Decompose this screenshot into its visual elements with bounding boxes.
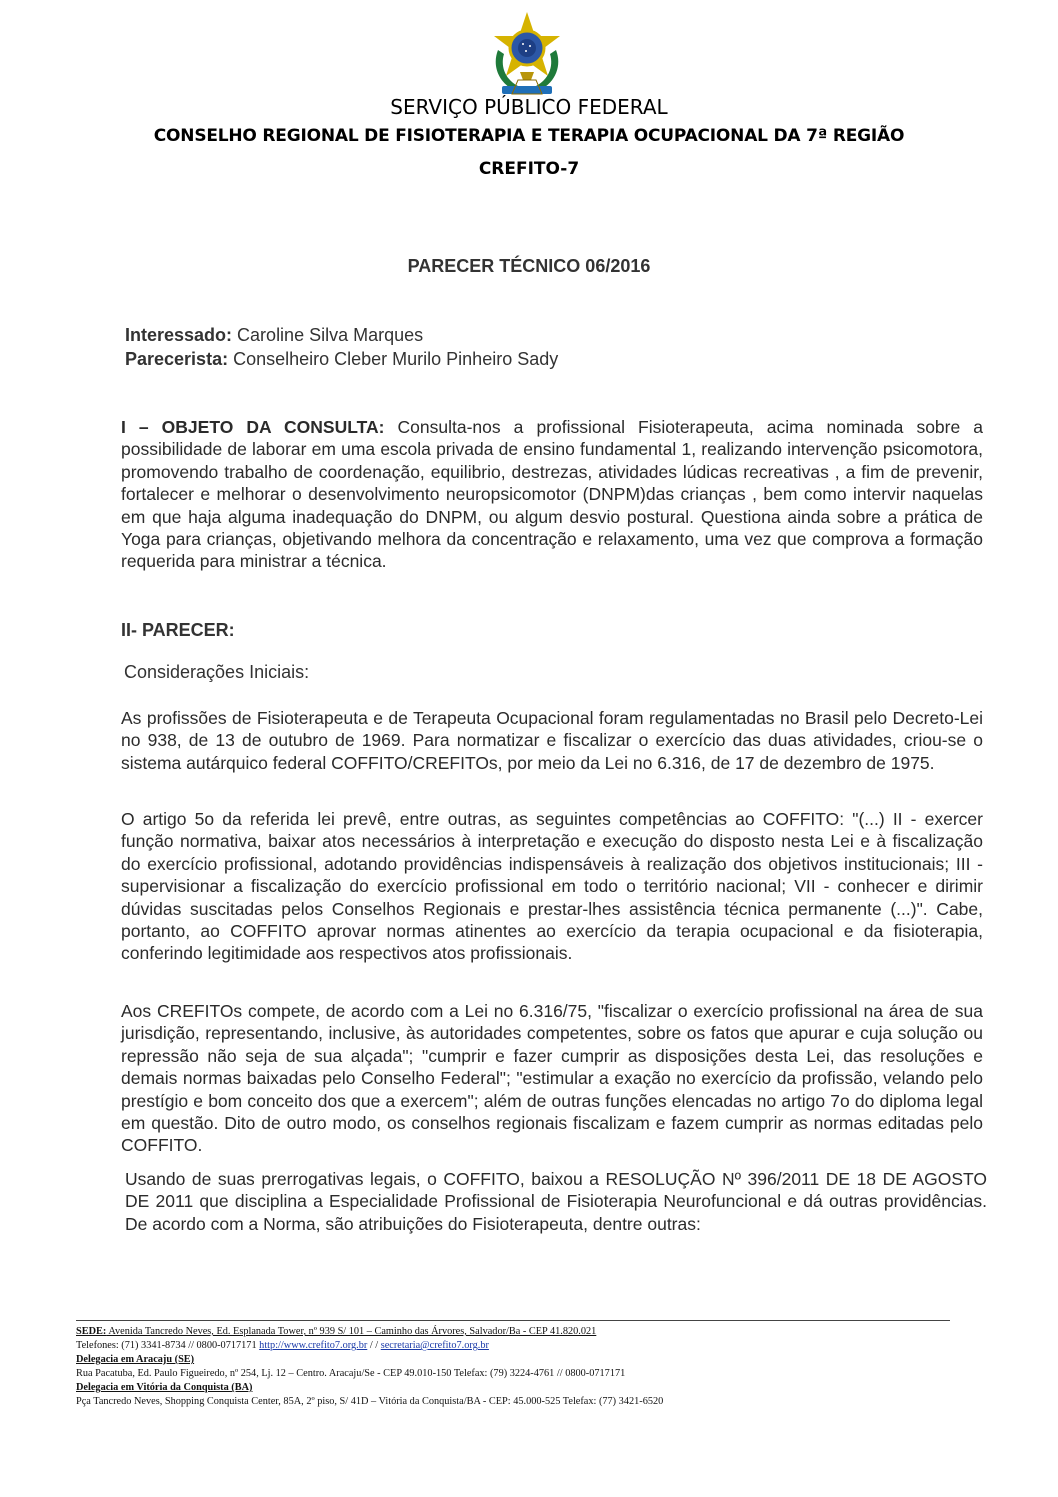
footer-separator: / / bbox=[367, 1340, 381, 1351]
body-paragraph: Aos CREFITOs compete, de acordo com a Lei no 6.316/75, "fiscalizar o exercício profissional na área de sua jurisdição, representando, inclusive, às autoridades competentes, sobre os fatos que apurar e cuja solução ou repressão não seja de sua alçada"; "cumprir e fazer cumprir as disposições desta Lei, das resoluções e demais normas baixadas pelo Conselho Federal"; "estimular a exação no exercício da profissão, velando pelo prestígio e bom conceito dos que a exercem"; além de outras funções elencadas no artigo 7o do diploma legal em questão. Dito de outro modo, os conselhos regionais fiscalizam e fazem cumprir as normas editadas pelo COFFITO. bbox=[121, 1001, 983, 1156]
considerations-heading: Considerações Iniciais: bbox=[124, 662, 310, 682]
body-paragraph: As profissões de Fisioterapeuta e de Terapeuta Ocupacional foram regulamentadas no Brasil pelo Decreto-Lei no 938, de 13 de outubro de 1969. Para normatizar e fiscalizar o exercício das duas atividades, criou-se o sistema autárquico federal COFFITO/CREFITOs, por meio da Lei no 6.316, de 17 de dezembro de 1975. bbox=[121, 708, 983, 773]
footer-phones: Telefones: (71) 3341-8734 // 0800-0717171 bbox=[76, 1340, 260, 1351]
footer-sede-label: SEDE: bbox=[76, 1326, 107, 1337]
parecerista-label: Parecerista: bbox=[125, 349, 229, 369]
footer-contact-line bbox=[76, 1339, 950, 1353]
body-paragraph: Usando de suas prerrogativas legais, o COFFITO, baixou a RESOLUÇÃO Nº 396/2011 DE 18 DE AGOSTO DE 2011 que disciplina a Especialidade Profissional de Fisioterapia Neurofuncional e dá outras providências. De acordo com a Norma, são atribuições do Fisioterapeuta, dentre outras: bbox=[125, 1169, 987, 1234]
document-title: PARECER TÉCNICO 06/2016 bbox=[407, 256, 651, 276]
footer-aracaju-text: Rua Pacatuba, Ed. Paulo Figueiredo, nº 254, Lj. 12 – Centro. Aracaju/Se - CEP 49.010-150 Telefax: (79) 3224-4761 // 0800-0717171 bbox=[76, 1368, 626, 1379]
section1-label: I – OBJETO DA CONSULTA: bbox=[121, 417, 385, 437]
brazil-coat-of-arms-icon bbox=[488, 10, 566, 98]
footer-vitoria-label: Delegacia em Vitória da Conquista (BA) bbox=[76, 1382, 253, 1393]
council-acronym: CREFITO-7 bbox=[478, 159, 580, 179]
footer-email-link[interactable]: secretaria@crefito7.org.br bbox=[380, 1340, 489, 1351]
interessado-value: Caroline Silva Marques bbox=[232, 325, 424, 345]
interessado-label: Interessado: bbox=[125, 325, 233, 345]
body-paragraph: O artigo 5o da referida lei prevê, entre outras, as seguintes competências ao COFFITO: "(...) II - exercer função normativa, baixar atos necessários à interpretação e execução do disposto nesta Lei e à fiscalização do exercício profissional, adotando providências indispensáveis à realização dos objetivos institucionais; III - supervisionar a fiscalização do exercício profissional em todo o território nacional; VII - conhecer e dirimir dúvidas suscitadas pelos Conselhos Regionais e prestar-lhes assistência técnica permanente (...)". Cabe, portanto, ao COFFITO aprovar normas atinentes ao exercício da terapia ocupacional e da fisioterapia, conferindo legitimidade aos respectivos atos profissionais. bbox=[121, 809, 983, 964]
interessado-line bbox=[125, 325, 423, 346]
service-heading: SERVIÇO PÚBLICO FEDERAL bbox=[390, 95, 668, 119]
footer-site-link[interactable]: http://www.crefito7.org.br bbox=[259, 1340, 368, 1351]
page-footer bbox=[76, 1320, 950, 1409]
parecerista-value: Conselheiro Cleber Murilo Pinheiro Sady bbox=[228, 349, 559, 369]
section1-paragraph bbox=[121, 416, 983, 573]
parecerista-line bbox=[125, 349, 558, 370]
footer-sede-line bbox=[76, 1325, 950, 1339]
section1-text: Consulta-nos a profissional Fisioterapeuta, acima nominada sobre a possibilidade de laborar em uma escola privada de ensino fundamental 1, realizando intervenção psicomotora, promovendo trabalho de coordenação, equilibrio, destrezas, atividades lúdicas recreativas , a fim de prevenir, fortalecer e melhorar o desenvolvimento neuropsicomotor (DNPM)das crianças , bem como intervir naquelas em que haja alguma inadequação do DNPM, ou algum desvio postural. Questiona ainda sobre a prática de Yoga para crianças, objetivando melhora da concentração e relaxamento, uma vez que comprova a formação requerida para ministrar a técnica. bbox=[121, 417, 983, 572]
footer-vitoria-text: Pça Tancredo Neves, Shopping Conquista Center, 85A, 2º piso, S/ 41D – Vitória da Conquista/BA - CEP: 45.000-525 Telefax: (77) 3421-6520 bbox=[76, 1396, 664, 1407]
footer-aracaju-label: Delegacia em Aracaju (SE) bbox=[76, 1354, 195, 1365]
council-heading: CONSELHO REGIONAL DE FISIOTERAPIA E TERAPIA OCUPACIONAL DA 7ª REGIÃO bbox=[153, 126, 905, 146]
section2-heading: II- PARECER: bbox=[121, 620, 235, 640]
footer-sede-text: Avenida Tancredo Neves, Ed. Esplanada Tower, nº 939 S/ 101 – Caminho das Árvores, Salvador/Ba - CEP 41.820.021 bbox=[106, 1326, 597, 1337]
